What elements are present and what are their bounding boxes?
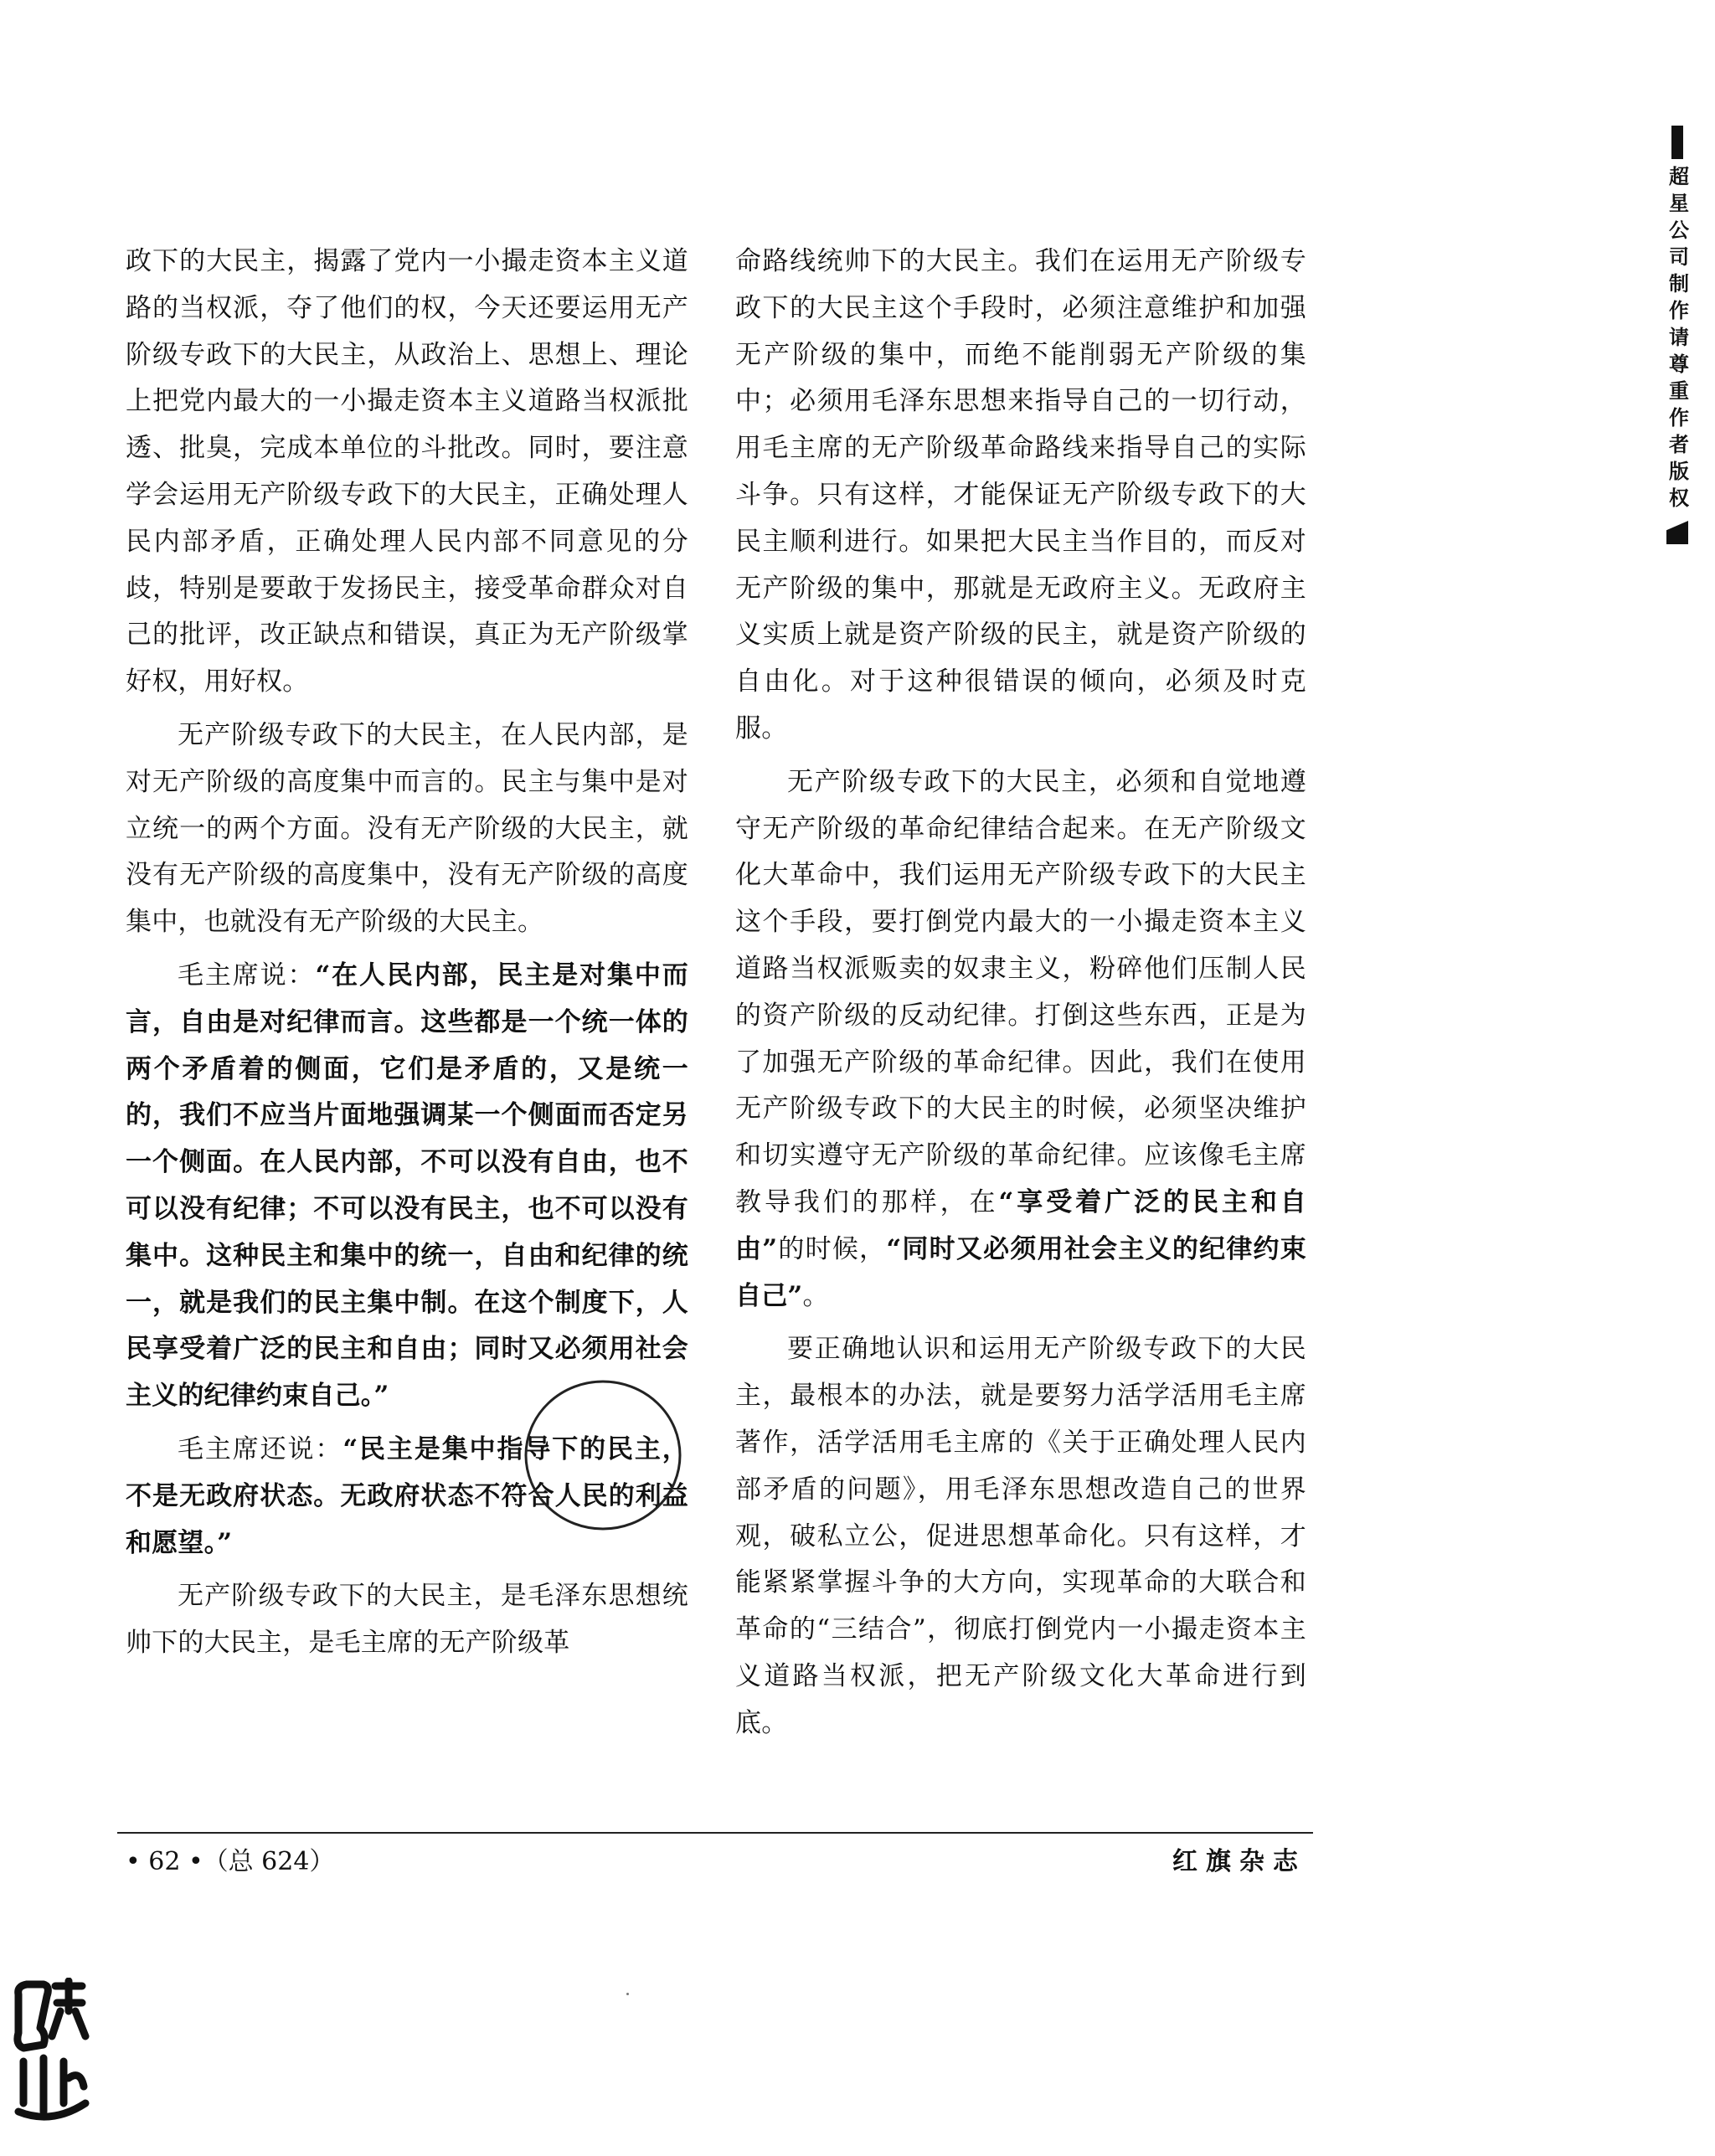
page-number: • 62 •（总 624） [126,1847,335,1876]
chairman-quote: “享受着广泛的民主和自由” [735,1186,1306,1264]
right-paragraph-2 [735,759,1306,1320]
footer-rule [117,1832,1313,1834]
handwritten-circle [526,1382,680,1529]
quote-lead: 毛主席还说： [178,1433,343,1464]
right-column [735,239,1306,1747]
right-paragraph-3: 要正确地认识和运用无产阶级专政下的大民主，最根本的办法，就是要努力活学活用毛主席著作，活学活用毛主席的《关于正确处理人民内部矛盾的问题》，用毛泽东思想改造自己的世界观，破私立公，促进思想革命化。只有这样，才能紧紧掌握斗争的大方向，实现革命的大联合和革命的“三结合”，彻底打倒党内一小撮走资本主义道路当权派，把无产阶级文化大革命进行到底。 [735,1334,1306,1738]
side-watermark-strip [1658,126,1697,628]
paragraph-text: 。 [802,1280,829,1311]
scan-dot [626,1993,629,1995]
chairman-quote: “同时又必须用社会主义的纪律约束自己” [735,1233,1307,1311]
magazine-title: 红旗杂志 [1172,1847,1306,1876]
circle-mark [519,1365,695,1541]
chairman-quote: “在人民内部，民主是对集中而言，自由是对纪律而言。这些都是一个统一体的两个矛盾着的侧面，它们是矛盾的，又是统一的，我们不应当片面地强调某一个侧面而否定另一个侧面。在人民内部，不可以没有自由，也不可以没有纪律；不可以没有民主，也不可以没有集中。这种民主和集中的统一，自由和纪律的统一，就是我们的民主集中制。在这个制度下，人民享受着广泛的民主和自由；同时又必须用社会主义的纪律约束自己。” [126,960,688,1412]
left-paragraph-5: 无产阶级专政下的大民主，是毛泽东思想统帅下的大民主，是毛主席的无产阶级革 [126,1581,688,1659]
left-paragraph-2: 无产阶级专政下的大民主，在人民内部，是对无产阶级的高度集中而言的。民主与集中是对立统一的两个方面。没有无产阶级的大民主，就没有无产阶级的高度集中，没有无产阶级的高度集中，也就没有无产阶级的大民主。 [126,719,688,938]
strip-bottom-block [1666,521,1688,544]
chairman-quote: “民主是集中指导下的民主，不是无政府状态。无政府状态不符合人民的利益和愿望。” [126,1433,688,1558]
strip-top-block [1671,126,1683,159]
seal-stamp-icon [10,1978,90,2137]
paragraph-text: 无产阶级专政下的大民主，必须和自觉地遵守无产阶级的革命纪律结合起来。在无产阶级文化大革命中，我们运用无产阶级专政下的大民主这个手段，要打倒党内最大的一小撮走资本主义道路当权派贩卖的奴隶主义，粉碎他们压制人民的资产阶级的反动纪律。打倒这些东西，正是为了加强无产阶级的革命纪律。因此，我们在使用无产阶级专政下的大民主的时候，必须坚决维护和切实遵守无产阶级的革命纪律。应该像毛主席教导我们的那样，在 [735,766,1306,1217]
side-watermark-text: 超星公司制作请尊重作者版权 [1665,166,1689,514]
right-paragraph-1: 命路线统帅下的大民主。我们在运用无产阶级专政下的大民主这个手段时，必须注意维护和加强无产阶级的集中，而绝不能削弱无产阶级的集中；必须用毛泽东思想来指导自己的一切行动，用毛主席的无产阶级革命路线来指导自己的实际斗争。只有这样，才能保证无产阶级专政下的大民主顺利进行。如果把大民主当作目的，而反对无产阶级的集中，那就是无政府主义。无政府主义实质上就是资产阶级的民主，就是资产阶级的自由化。对于这种很错误的倾向，必须及时克服。 [735,246,1306,744]
paragraph-text: 的时候， [777,1233,887,1264]
quote-lead: 毛主席说： [178,960,316,991]
left-paragraph-1: 政下的大民主，揭露了党内一小撮走资本主义道路的当权派，夺了他们的权，今天还要运用无产阶级专政下的大民主，从政治上、思想上、理论上把党内最大的一小撮走资本主义道路当权派批透、批臭，完成本单位的斗批改。同时，要注意学会运用无产阶级专政下的大民主，正确处理人民内部矛盾，正确处理人民内部不同意见的分歧，特别是要敢于发扬民主，接受革命群众对自己的批评，改正缺点和错误，真正为无产阶级掌好权，用好权。 [126,246,688,697]
left-paragraph-3 [126,953,688,1420]
